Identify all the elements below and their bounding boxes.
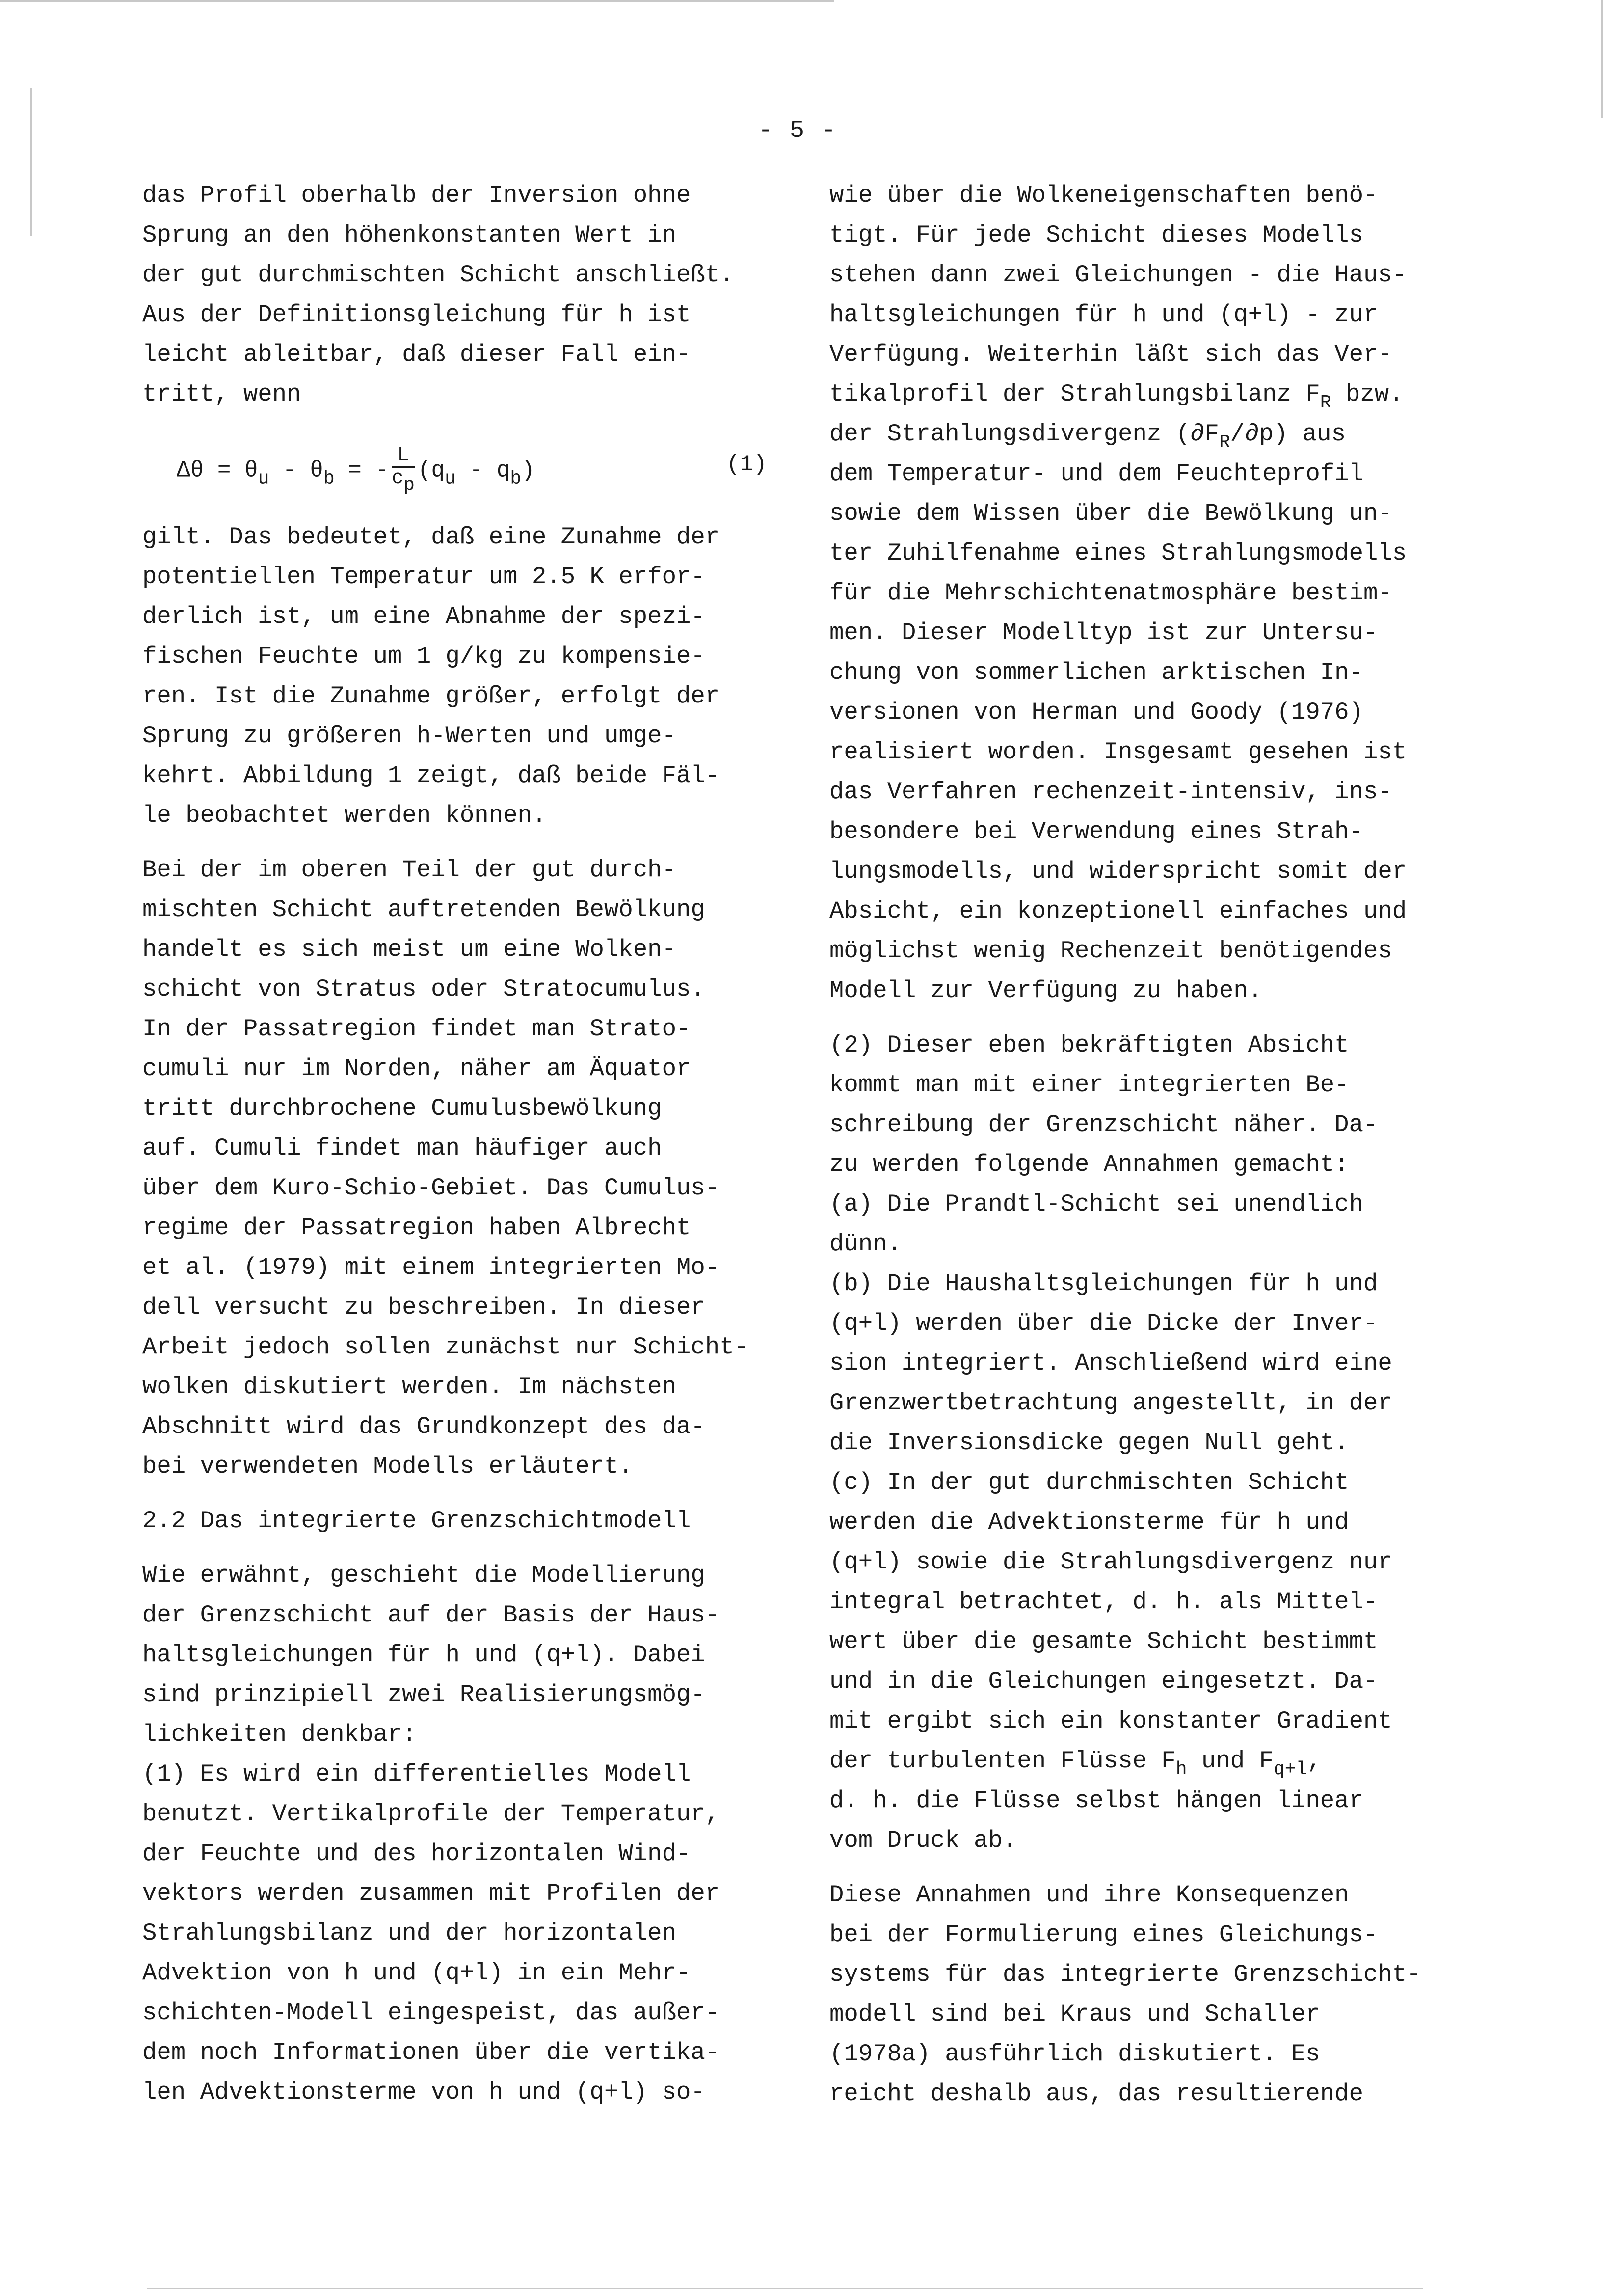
paragraph-5 <box>829 176 1517 1011</box>
text-line: Bei der im oberen Teil der gut durch- <box>142 856 676 884</box>
text-line: regime der Passatregion haben Albrecht <box>142 1214 691 1242</box>
text-line: sowie dem Wissen über die Bewölkung un- <box>829 500 1392 527</box>
equation-number: (1) <box>726 452 767 477</box>
text-line: le beobachtet werden können. <box>142 802 547 829</box>
page-number: - 5 - <box>758 117 837 145</box>
text-line: dell versucht zu beschreiben. In dieser <box>142 1294 705 1321</box>
paragraph-6 <box>829 1026 1517 1861</box>
equation-1 <box>142 434 820 503</box>
eq-part: c <box>392 467 404 489</box>
text-line: fischen Feuchte um 1 g/kg zu kompensie- <box>142 643 705 670</box>
text-line: haltsgleichungen für h und (q+l). Dabei <box>142 1641 705 1669</box>
eq-part: = - <box>334 458 389 484</box>
text-line: (c) In der gut durchmischten Schicht <box>829 1469 1349 1496</box>
text-line: Diese Annahmen und ihre Konsequenzen <box>829 1881 1349 1909</box>
eq-frac-numerator: L <box>392 445 415 468</box>
text-line: benutzt. Vertikalprofile der Temperatur, <box>142 1800 720 1828</box>
eq-part: - θ <box>269 458 323 484</box>
text-line: (1978a) ausführlich diskutiert. Es <box>829 2040 1320 2068</box>
paragraph-7 <box>829 1875 1517 2114</box>
text-line: kehrt. Abbildung 1 zeigt, daß beide Fäl- <box>142 762 720 789</box>
eq-sub: b <box>510 468 522 489</box>
text-line: schichten-Modell eingespeist, das außer- <box>142 1999 720 2026</box>
eq-part: - q <box>455 458 510 484</box>
paragraph-2 <box>142 517 820 836</box>
subscript: R <box>1219 432 1230 453</box>
text-line-with-subscript <box>829 1741 1517 1781</box>
text-line: tritt, wenn <box>142 380 301 408</box>
text-line: das Verfahren rechenzeit-intensiv, ins- <box>829 778 1392 806</box>
text-line: Wie erwähnt, geschieht die Modellierung <box>142 1562 705 1589</box>
text-line: kommt man mit einer integrierten Be- <box>829 1071 1349 1099</box>
text-line: versionen von Herman und Goody (1976) <box>829 699 1363 726</box>
eq-part: (q <box>417 458 445 484</box>
text-line: zu werden folgende Annahmen gemacht: <box>829 1151 1349 1178</box>
subscript: R <box>1320 392 1331 413</box>
text-line: ren. Ist die Zunahme größer, erfolgt der <box>142 682 720 710</box>
eq-part: ) <box>521 458 535 484</box>
text-line: vom Druck ab. <box>829 1827 1017 1854</box>
eq-sub: p <box>403 475 415 496</box>
text-fragment: , <box>1307 1747 1322 1775</box>
text-line: dem Temperatur- und dem Feuchteprofil <box>829 460 1363 487</box>
text-line: mischten Schicht auftretenden Bewölkung <box>142 896 705 923</box>
text-line: leicht ableitbar, daß dieser Fall ein- <box>142 341 691 368</box>
text-line: cumuli nur im Norden, näher am Äquator <box>142 1055 691 1082</box>
eq-sub: u <box>258 468 269 489</box>
text-line: Aus der Definitionsgleichung für h ist <box>142 301 691 328</box>
paragraph-1 <box>142 176 820 414</box>
eq-sub: u <box>445 468 456 489</box>
text-line: schicht von Stratus oder Stratocumulus. <box>142 975 705 1003</box>
text-line: wie über die Wolkeneigenschaften benö- <box>829 182 1378 209</box>
text-line: dünn. <box>829 1230 902 1258</box>
eq-frac-denominator <box>392 468 415 496</box>
text-line: möglichst wenig Rechenzeit benötigendes <box>829 937 1392 965</box>
text-line: gilt. Das bedeutet, daß eine Zunahme der <box>142 523 720 551</box>
scan-edge-bottom <box>147 2288 1423 2289</box>
text-line: das Profil oberhalb der Inversion ohne <box>142 182 691 209</box>
text-line: potentiellen Temperatur um 2.5 K erfor- <box>142 563 705 591</box>
text-line: Modell zur Verfügung zu haben. <box>829 977 1263 1004</box>
text-line: mit ergibt sich ein konstanter Gradient <box>829 1707 1392 1735</box>
eq-sub: b <box>323 468 335 489</box>
text-line: In der Passatregion findet man Strato- <box>142 1015 691 1043</box>
scan-edge-left <box>30 88 32 236</box>
text-line: sind prinzipiell zwei Realisierungsmög- <box>142 1681 705 1708</box>
text-line: lungsmodells, und widerspricht somit der <box>829 858 1407 885</box>
text-line: für die Mehrschichtenatmosphäre bestim- <box>829 579 1392 607</box>
text-line: Grenzwertbetrachtung angestellt, in der <box>829 1389 1392 1417</box>
text-line: Verfügung. Weiterhin läßt sich das Ver- <box>829 341 1392 368</box>
text-line: schreibung der Grenzschicht näher. Da- <box>829 1111 1378 1138</box>
text-line: dem noch Informationen über die vertika- <box>142 2039 720 2066</box>
text-line: (1) Es wird ein differentielles Modell <box>142 1760 691 1788</box>
text-line: Strahlungsbilanz und der horizontalen <box>142 1919 676 1947</box>
paragraph-4 <box>142 1556 820 2112</box>
text-line: stehen dann zwei Gleichungen - die Haus- <box>829 261 1407 289</box>
text-fragment: bzw. <box>1331 380 1404 408</box>
text-line-with-subscript <box>829 414 1517 454</box>
text-line: reicht deshalb aus, das resultierende <box>829 2080 1363 2107</box>
text-line: (2) Dieser eben bekräftigten Absicht <box>829 1031 1349 1059</box>
right-column <box>829 176 1517 2129</box>
scan-edge-right <box>1601 0 1603 118</box>
text-line: et al. (1979) mit einem integrierten Mo- <box>142 1254 720 1281</box>
text-fragment: tikalprofil der Strahlungsbilanz F <box>829 380 1320 408</box>
text-line: und in die Gleichungen eingesetzt. Da- <box>829 1668 1378 1695</box>
text-line: Abschnitt wird das Grundkonzept des da- <box>142 1413 705 1440</box>
text-line: werden die Advektionsterme für h und <box>829 1509 1349 1536</box>
text-line: Advektion von h und (q+l) in ein Mehr- <box>142 1959 691 1987</box>
scan-edge-top <box>0 0 834 2</box>
text-fragment: der Strahlungsdivergenz (∂F <box>829 420 1219 448</box>
text-line: wolken diskutiert werden. Im nächsten <box>142 1373 676 1401</box>
text-line: auf. Cumuli findet man häufiger auch <box>142 1134 662 1162</box>
text-line: die Inversionsdicke gegen Null geht. <box>829 1429 1349 1457</box>
text-line-with-subscript <box>829 375 1517 414</box>
text-fragment: der turbulenten Flüsse F <box>829 1747 1176 1775</box>
text-line: (b) Die Haushaltsgleichungen für h und <box>829 1270 1378 1297</box>
text-line: der Grenzschicht auf der Basis der Haus- <box>142 1601 720 1629</box>
text-line: modell sind bei Kraus und Schaller <box>829 2000 1320 2028</box>
text-fragment: und F <box>1187 1747 1274 1775</box>
text-line: chung von sommerlichen arktischen In- <box>829 659 1363 686</box>
text-line: besondere bei Verwendung eines Strah- <box>829 818 1363 845</box>
equation-body <box>177 445 535 499</box>
text-line: men. Dieser Modelltyp ist zur Untersu- <box>829 619 1378 647</box>
text-fragment: /∂p) aus <box>1230 420 1346 448</box>
text-line: handelt es sich meist um eine Wolken- <box>142 936 676 963</box>
text-line: der Feuchte und des horizontalen Wind- <box>142 1840 691 1867</box>
text-line: Absicht, ein konzeptionell einfaches und <box>829 897 1407 925</box>
text-line: über dem Kuro-Schio-Gebiet. Das Cumulus- <box>142 1174 720 1202</box>
section-heading: 2.2 Das integrierte Grenzschichtmodell <box>142 1507 691 1535</box>
text-line: wert über die gesamte Schicht bestimmt <box>829 1628 1378 1655</box>
text-line: bei der Formulierung eines Gleichungs- <box>829 1921 1378 1948</box>
text-line: tigt. Für jede Schicht dieses Modells <box>829 221 1363 249</box>
eq-fraction <box>392 445 415 496</box>
text-line: lichkeiten denkbar: <box>142 1721 417 1748</box>
paragraph-3 <box>142 850 820 1486</box>
text-line: Arbeit jedoch sollen zunächst nur Schicht- <box>142 1333 749 1361</box>
text-line: realisiert worden. Insgesamt gesehen ist <box>829 738 1407 766</box>
text-line: haltsgleichungen für h und (q+l) - zur <box>829 301 1378 328</box>
eq-lhs: Δθ = θ <box>177 458 258 484</box>
text-line: (q+l) sowie die Strahlungsdivergenz nur <box>829 1548 1392 1576</box>
subscript: q+l <box>1273 1759 1307 1780</box>
text-line: bei verwendeten Modells erläutert. <box>142 1453 633 1480</box>
text-line: integral betrachtet, d. h. als Mittel- <box>829 1588 1378 1616</box>
text-line: Sprung zu größeren h-Werten und umge- <box>142 722 676 750</box>
text-line: systems für das integrierte Grenzschicht- <box>829 1961 1421 1988</box>
text-line: tritt durchbrochene Cumulusbewölkung <box>142 1095 662 1122</box>
text-line: d. h. die Flüsse selbst hängen linear <box>829 1787 1363 1814</box>
text-line: der gut durchmischten Schicht anschließt. <box>142 261 734 289</box>
text-line: Sprung an den höhenkonstanten Wert in <box>142 221 676 249</box>
text-line: (q+l) werden über die Dicke der Inver- <box>829 1310 1378 1337</box>
subscript: h <box>1175 1759 1187 1780</box>
text-line: vektors werden zusammen mit Profilen der <box>142 1880 720 1907</box>
text-line: (a) Die Prandtl-Schicht sei unendlich <box>829 1190 1363 1218</box>
text-line: derlich ist, um eine Abnahme der spezi- <box>142 603 705 630</box>
text-line: sion integriert. Anschließend wird eine <box>829 1350 1392 1377</box>
text-line: ter Zuhilfenahme eines Strahlungsmodells <box>829 540 1407 567</box>
text-line: len Advektionsterme von h und (q+l) so- <box>142 2079 705 2106</box>
left-column <box>142 176 820 2127</box>
